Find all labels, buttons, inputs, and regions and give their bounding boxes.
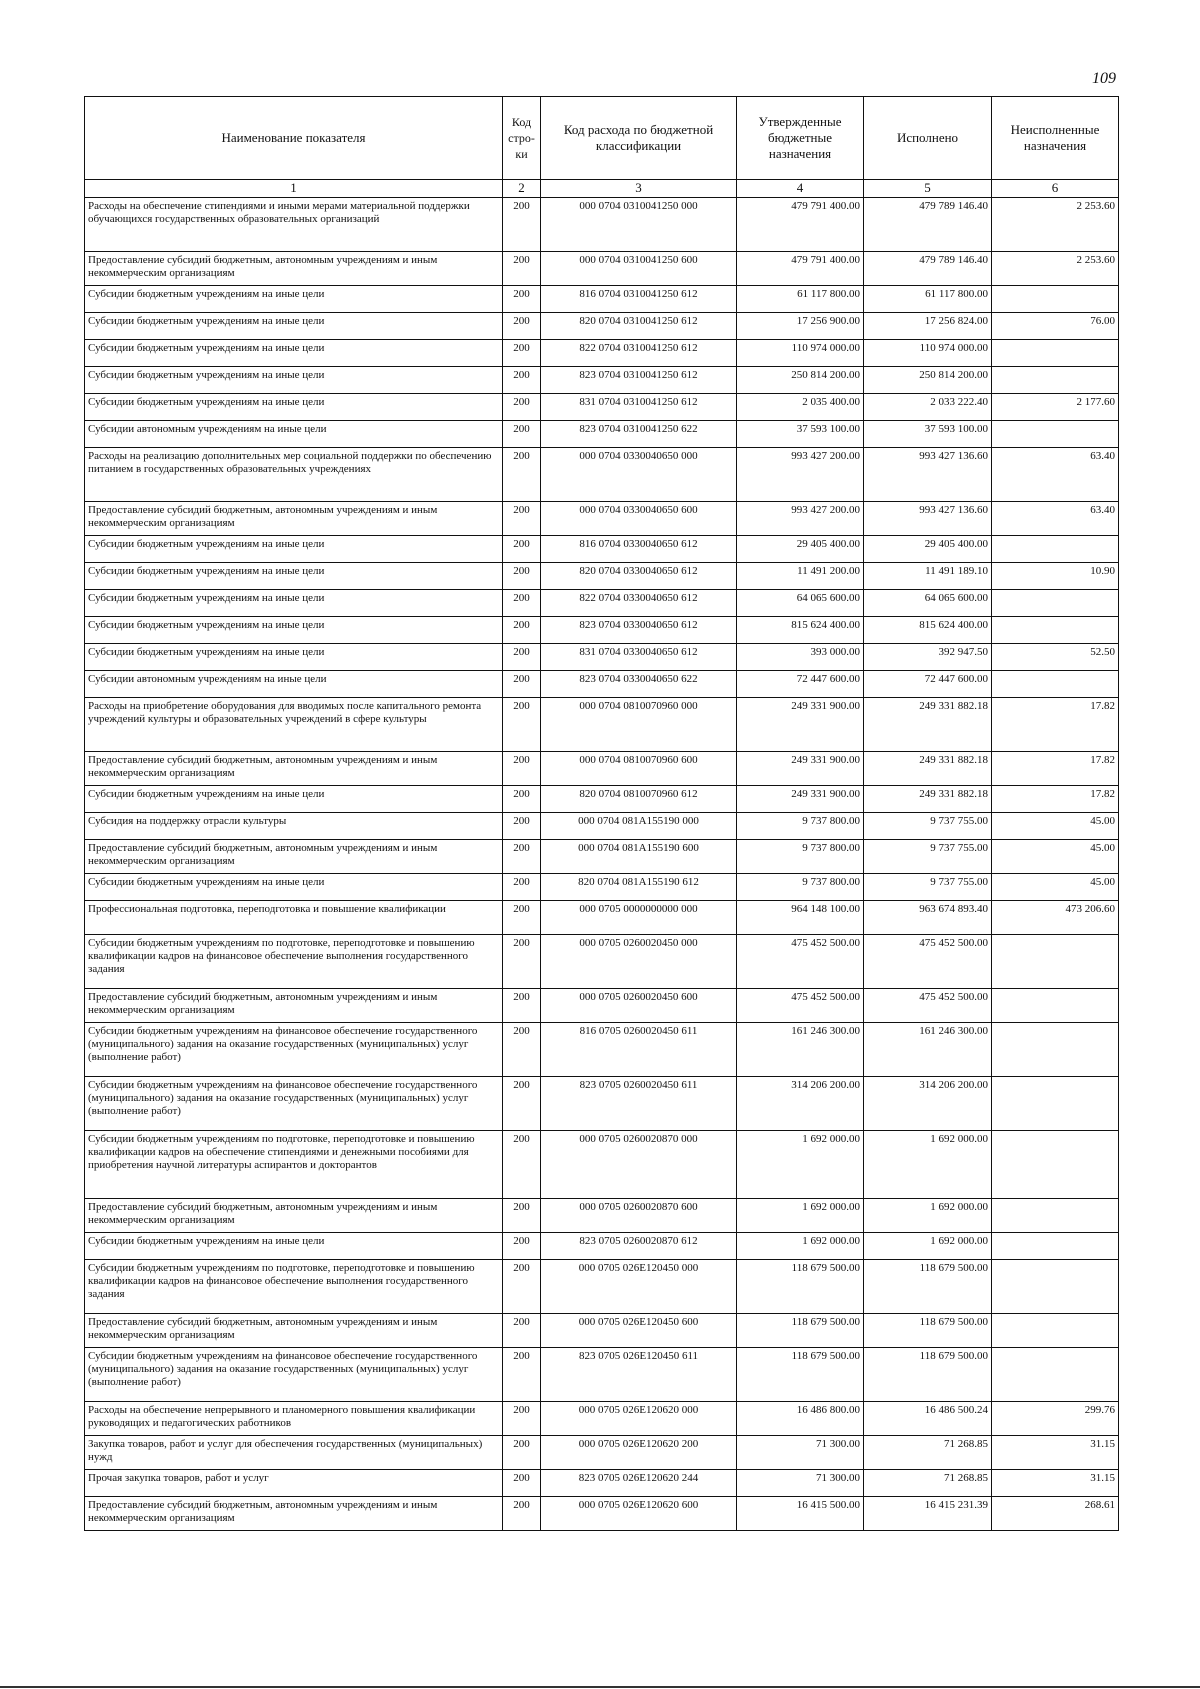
cell-unexecuted: 45.00 [992, 813, 1119, 840]
column-number: 4 [737, 180, 864, 198]
cell-line-code: 200 [503, 671, 541, 698]
cell-approved: 61 117 800.00 [737, 286, 864, 313]
cell-line-code: 200 [503, 1436, 541, 1470]
cell-unexecuted: 45.00 [992, 840, 1119, 874]
cell-budget-code: 000 0705 026Е120450 000 [541, 1260, 737, 1314]
table-row [85, 989, 1119, 1023]
cell-unexecuted: 2 253.60 [992, 198, 1119, 252]
cell-budget-code: 000 0705 026Е120620 600 [541, 1497, 737, 1531]
cell-line-code: 200 [503, 786, 541, 813]
cell-budget-code: 816 0704 0310041250 612 [541, 286, 737, 313]
table-row [85, 1131, 1119, 1199]
cell-budget-code: 000 0705 0260020870 600 [541, 1199, 737, 1233]
cell-executed: 161 246 300.00 [864, 1023, 992, 1077]
cell-indicator-name: Прочая закупка товаров, работ и услуг [85, 1470, 503, 1497]
cell-indicator-name: Субсидии бюджетным учреждениям на иные цели [85, 786, 503, 813]
cell-approved: 249 331 900.00 [737, 786, 864, 813]
cell-budget-code: 000 0705 026Е120620 200 [541, 1436, 737, 1470]
cell-unexecuted: 10.90 [992, 563, 1119, 590]
cell-unexecuted [992, 536, 1119, 563]
cell-line-code: 200 [503, 1077, 541, 1131]
cell-executed: 2 033 222.40 [864, 394, 992, 421]
cell-indicator-name: Предоставление субсидий бюджетным, автономным учреждениям и иным некоммерческим организациям [85, 989, 503, 1023]
table-header [85, 97, 1119, 198]
cell-approved: 64 065 600.00 [737, 590, 864, 617]
cell-line-code: 200 [503, 840, 541, 874]
cell-line-code: 200 [503, 1497, 541, 1531]
cell-approved: 17 256 900.00 [737, 313, 864, 340]
cell-line-code: 200 [503, 340, 541, 367]
cell-unexecuted: 2 253.60 [992, 252, 1119, 286]
cell-executed: 1 692 000.00 [864, 1199, 992, 1233]
table-row [85, 840, 1119, 874]
cell-unexecuted [992, 671, 1119, 698]
cell-budget-code: 000 0704 0810070960 000 [541, 698, 737, 752]
column-number-row [85, 180, 1119, 198]
table-row [85, 786, 1119, 813]
cell-unexecuted [992, 1131, 1119, 1199]
cell-indicator-name: Расходы на обеспечение непрерывного и планомерного повышения квалификации руководящих и педагогических работников [85, 1402, 503, 1436]
cell-indicator-name: Предоставление субсидий бюджетным, автономным учреждениям и иным некоммерческим организациям [85, 1199, 503, 1233]
cell-indicator-name: Субсидии бюджетным учреждениям на иные цели [85, 340, 503, 367]
cell-indicator-name: Профессиональная подготовка, переподготовка и повышение квалификации [85, 901, 503, 935]
cell-line-code: 200 [503, 536, 541, 563]
cell-unexecuted: 31.15 [992, 1470, 1119, 1497]
cell-executed: 475 452 500.00 [864, 935, 992, 989]
cell-indicator-name: Расходы на обеспечение стипендиями и иными мерами материальной поддержки обучающихся государственных образовательных организаций [85, 198, 503, 252]
cell-approved: 71 300.00 [737, 1436, 864, 1470]
cell-unexecuted [992, 1023, 1119, 1077]
cell-line-code: 200 [503, 644, 541, 671]
cell-approved: 815 624 400.00 [737, 617, 864, 644]
table-row [85, 313, 1119, 340]
cell-approved: 250 814 200.00 [737, 367, 864, 394]
cell-budget-code: 000 0705 026Е120450 600 [541, 1314, 737, 1348]
cell-budget-code: 831 0704 0330040650 612 [541, 644, 737, 671]
table-row [85, 874, 1119, 901]
cell-indicator-name: Субсидия на поддержку отрасли культуры [85, 813, 503, 840]
cell-executed: 479 789 146.40 [864, 252, 992, 286]
cell-indicator-name: Субсидии бюджетным учреждениям по подготовке, переподготовке и повышению квалификации кадров на финансовое обеспечение выполнения государственного задания [85, 935, 503, 989]
cell-unexecuted: 268.61 [992, 1497, 1119, 1531]
cell-budget-code: 000 0704 0330040650 600 [541, 502, 737, 536]
cell-executed: 110 974 000.00 [864, 340, 992, 367]
table-row [85, 671, 1119, 698]
cell-approved: 2 035 400.00 [737, 394, 864, 421]
cell-executed: 250 814 200.00 [864, 367, 992, 394]
column-number: 3 [541, 180, 737, 198]
table-row [85, 536, 1119, 563]
cell-indicator-name: Субсидии автономным учреждениям на иные цели [85, 421, 503, 448]
cell-unexecuted: 2 177.60 [992, 394, 1119, 421]
cell-executed: 815 624 400.00 [864, 617, 992, 644]
cell-approved: 71 300.00 [737, 1470, 864, 1497]
cell-unexecuted: 45.00 [992, 874, 1119, 901]
cell-executed: 475 452 500.00 [864, 989, 992, 1023]
cell-budget-code: 820 0704 081А155190 612 [541, 874, 737, 901]
cell-budget-code: 000 0704 0330040650 000 [541, 448, 737, 502]
cell-unexecuted: 63.40 [992, 448, 1119, 502]
cell-unexecuted: 76.00 [992, 313, 1119, 340]
cell-executed: 1 692 000.00 [864, 1233, 992, 1260]
cell-indicator-name: Субсидии бюджетным учреждениям на иные цели [85, 1233, 503, 1260]
cell-indicator-name: Субсидии бюджетным учреждениям по подготовке, переподготовке и повышению квалификации кадров на финансовое обеспечение выполнения государственного задания [85, 1260, 503, 1314]
cell-executed: 118 679 500.00 [864, 1260, 992, 1314]
table-row [85, 394, 1119, 421]
cell-approved: 1 692 000.00 [737, 1233, 864, 1260]
table-row [85, 1233, 1119, 1260]
cell-line-code: 200 [503, 286, 541, 313]
cell-executed: 118 679 500.00 [864, 1348, 992, 1402]
cell-indicator-name: Субсидии бюджетным учреждениям на финансовое обеспечение государственного (муниципального) задания на оказание государственных (муниципальных) услуг (выполнение работ) [85, 1023, 503, 1077]
cell-unexecuted [992, 617, 1119, 644]
table-row [85, 698, 1119, 752]
cell-line-code: 200 [503, 874, 541, 901]
table-row [85, 502, 1119, 536]
cell-budget-code: 823 0704 0310041250 612 [541, 367, 737, 394]
cell-line-code: 200 [503, 1233, 541, 1260]
table-row [85, 813, 1119, 840]
cell-unexecuted [992, 286, 1119, 313]
header-approved: Утвержденные бюджетные назначения [737, 97, 864, 180]
cell-budget-code: 000 0705 0000000000 000 [541, 901, 737, 935]
cell-indicator-name: Субсидии бюджетным учреждениям по подготовке, переподготовке и повышению квалификации кадров на обеспечение стипендиями и денежными пособиями для приобретения научной литературы аспирантов и докторантов [85, 1131, 503, 1199]
cell-executed: 37 593 100.00 [864, 421, 992, 448]
cell-line-code: 200 [503, 1023, 541, 1077]
cell-budget-code: 820 0704 0330040650 612 [541, 563, 737, 590]
cell-approved: 16 415 500.00 [737, 1497, 864, 1531]
cell-line-code: 200 [503, 198, 541, 252]
cell-budget-code: 822 0704 0310041250 612 [541, 340, 737, 367]
cell-executed: 71 268.85 [864, 1470, 992, 1497]
cell-unexecuted: 17.82 [992, 786, 1119, 813]
cell-approved: 9 737 800.00 [737, 813, 864, 840]
cell-executed: 9 737 755.00 [864, 874, 992, 901]
table-row [85, 901, 1119, 935]
cell-budget-code: 823 0704 0330040650 622 [541, 671, 737, 698]
cell-approved: 993 427 200.00 [737, 502, 864, 536]
cell-budget-code: 000 0704 0310041250 000 [541, 198, 737, 252]
cell-indicator-name: Субсидии бюджетным учреждениям на иные цели [85, 563, 503, 590]
table-row [85, 367, 1119, 394]
cell-executed: 17 256 824.00 [864, 313, 992, 340]
table-row [85, 617, 1119, 644]
table-row [85, 340, 1119, 367]
table-row [85, 1436, 1119, 1470]
cell-indicator-name: Субсидии бюджетным учреждениям на иные цели [85, 590, 503, 617]
cell-approved: 1 692 000.00 [737, 1131, 864, 1199]
cell-budget-code: 820 0704 0810070960 612 [541, 786, 737, 813]
cell-line-code: 200 [503, 1131, 541, 1199]
column-number: 1 [85, 180, 503, 198]
cell-budget-code: 000 0705 0260020450 000 [541, 935, 737, 989]
cell-executed: 71 268.85 [864, 1436, 992, 1470]
table-row [85, 1497, 1119, 1531]
cell-indicator-name: Субсидии бюджетным учреждениям на иные цели [85, 644, 503, 671]
cell-budget-code: 000 0705 026Е120620 000 [541, 1402, 737, 1436]
cell-executed: 249 331 882.18 [864, 752, 992, 786]
table-row [85, 198, 1119, 252]
cell-executed: 993 427 136.60 [864, 448, 992, 502]
cell-executed: 16 415 231.39 [864, 1497, 992, 1531]
table-row [85, 448, 1119, 502]
cell-approved: 993 427 200.00 [737, 448, 864, 502]
table-row [85, 1314, 1119, 1348]
cell-budget-code: 000 0705 0260020870 000 [541, 1131, 737, 1199]
table-row [85, 1199, 1119, 1233]
cell-executed: 392 947.50 [864, 644, 992, 671]
cell-indicator-name: Субсидии бюджетным учреждениям на финансовое обеспечение государственного (муниципального) задания на оказание государственных (муниципальных) услуг (выполнение работ) [85, 1077, 503, 1131]
cell-executed: 9 737 755.00 [864, 840, 992, 874]
column-number: 5 [864, 180, 992, 198]
page-number: 109 [1092, 70, 1116, 87]
cell-indicator-name: Субсидии бюджетным учреждениям на иные цели [85, 536, 503, 563]
cell-budget-code: 000 0705 0260020450 600 [541, 989, 737, 1023]
cell-line-code: 200 [503, 313, 541, 340]
cell-unexecuted [992, 1233, 1119, 1260]
cell-approved: 110 974 000.00 [737, 340, 864, 367]
cell-budget-code: 823 0705 026Е120620 244 [541, 1470, 737, 1497]
cell-indicator-name: Субсидии бюджетным учреждениям на иные цели [85, 367, 503, 394]
cell-approved: 37 593 100.00 [737, 421, 864, 448]
cell-budget-code: 000 0704 081А155190 000 [541, 813, 737, 840]
cell-approved: 393 000.00 [737, 644, 864, 671]
cell-approved: 16 486 800.00 [737, 1402, 864, 1436]
page-bottom-rule [0, 1686, 1200, 1688]
cell-budget-code: 823 0704 0310041250 622 [541, 421, 737, 448]
cell-budget-code: 823 0705 026Е120450 611 [541, 1348, 737, 1402]
cell-budget-code: 000 0704 0310041250 600 [541, 252, 737, 286]
cell-line-code: 200 [503, 901, 541, 935]
cell-unexecuted [992, 1314, 1119, 1348]
cell-unexecuted [992, 590, 1119, 617]
cell-approved: 29 405 400.00 [737, 536, 864, 563]
table-row [85, 1402, 1119, 1436]
cell-unexecuted [992, 1199, 1119, 1233]
cell-indicator-name: Расходы на приобретение оборудования для вводимых после капитального ремонта учреждений культуры и образовательных учреждений в сфере культуры [85, 698, 503, 752]
cell-unexecuted: 473 206.60 [992, 901, 1119, 935]
cell-approved: 249 331 900.00 [737, 752, 864, 786]
header-line-code: Код стро-ки [503, 97, 541, 180]
cell-executed: 61 117 800.00 [864, 286, 992, 313]
cell-line-code: 200 [503, 590, 541, 617]
cell-executed: 72 447 600.00 [864, 671, 992, 698]
cell-line-code: 200 [503, 698, 541, 752]
header-executed: Исполнено [864, 97, 992, 180]
cell-unexecuted [992, 367, 1119, 394]
column-number: 2 [503, 180, 541, 198]
cell-unexecuted: 17.82 [992, 752, 1119, 786]
cell-budget-code: 823 0705 0260020870 612 [541, 1233, 737, 1260]
cell-executed: 993 427 136.60 [864, 502, 992, 536]
cell-executed: 249 331 882.18 [864, 698, 992, 752]
header-indicator-name: Наименование показателя [85, 97, 503, 180]
cell-approved: 11 491 200.00 [737, 563, 864, 590]
budget-execution-table [84, 96, 1119, 1531]
cell-line-code: 200 [503, 502, 541, 536]
table-row [85, 563, 1119, 590]
cell-approved: 1 692 000.00 [737, 1199, 864, 1233]
cell-line-code: 200 [503, 1348, 541, 1402]
cell-approved: 72 447 600.00 [737, 671, 864, 698]
cell-approved: 475 452 500.00 [737, 989, 864, 1023]
cell-line-code: 200 [503, 252, 541, 286]
cell-approved: 475 452 500.00 [737, 935, 864, 989]
cell-indicator-name: Субсидии бюджетным учреждениям на иные цели [85, 874, 503, 901]
cell-indicator-name: Предоставление субсидий бюджетным, автономным учреждениям и иным некоммерческим организациям [85, 502, 503, 536]
cell-budget-code: 816 0705 0260020450 611 [541, 1023, 737, 1077]
cell-unexecuted [992, 1077, 1119, 1131]
cell-budget-code: 820 0704 0310041250 612 [541, 313, 737, 340]
cell-executed: 118 679 500.00 [864, 1314, 992, 1348]
table-row [85, 590, 1119, 617]
cell-indicator-name: Расходы на реализацию дополнительных мер социальной поддержки по обеспечению питанием в государственных образовательных учреждениях [85, 448, 503, 502]
cell-approved: 118 679 500.00 [737, 1348, 864, 1402]
cell-budget-code: 816 0704 0330040650 612 [541, 536, 737, 563]
cell-indicator-name: Субсидии автономным учреждениям на иные цели [85, 671, 503, 698]
cell-unexecuted: 299.76 [992, 1402, 1119, 1436]
cell-budget-code: 823 0704 0330040650 612 [541, 617, 737, 644]
table-row [85, 286, 1119, 313]
cell-line-code: 200 [503, 1314, 541, 1348]
cell-executed: 963 674 893.40 [864, 901, 992, 935]
table-body [85, 198, 1119, 1531]
cell-line-code: 200 [503, 394, 541, 421]
cell-line-code: 200 [503, 367, 541, 394]
table-row [85, 935, 1119, 989]
cell-approved: 118 679 500.00 [737, 1260, 864, 1314]
cell-line-code: 200 [503, 935, 541, 989]
table-row [85, 644, 1119, 671]
cell-line-code: 200 [503, 617, 541, 644]
cell-unexecuted [992, 935, 1119, 989]
cell-line-code: 200 [503, 752, 541, 786]
cell-executed: 9 737 755.00 [864, 813, 992, 840]
cell-indicator-name: Предоставление субсидий бюджетным, автономным учреждениям и иным некоммерческим организациям [85, 252, 503, 286]
cell-executed: 11 491 189.10 [864, 563, 992, 590]
cell-unexecuted: 52.50 [992, 644, 1119, 671]
cell-executed: 64 065 600.00 [864, 590, 992, 617]
table-row [85, 1077, 1119, 1131]
cell-budget-code: 822 0704 0330040650 612 [541, 590, 737, 617]
table-row [85, 1023, 1119, 1077]
cell-unexecuted [992, 340, 1119, 367]
cell-line-code: 200 [503, 989, 541, 1023]
cell-budget-code: 000 0704 081А155190 600 [541, 840, 737, 874]
cell-unexecuted [992, 989, 1119, 1023]
cell-executed: 16 486 500.24 [864, 1402, 992, 1436]
cell-line-code: 200 [503, 813, 541, 840]
cell-executed: 249 331 882.18 [864, 786, 992, 813]
cell-approved: 9 737 800.00 [737, 840, 864, 874]
cell-executed: 314 206 200.00 [864, 1077, 992, 1131]
cell-unexecuted [992, 1260, 1119, 1314]
cell-budget-code: 000 0704 0810070960 600 [541, 752, 737, 786]
header-budget-code: Код расхода по бюджетной классификации [541, 97, 737, 180]
cell-unexecuted: 17.82 [992, 698, 1119, 752]
cell-budget-code: 831 0704 0310041250 612 [541, 394, 737, 421]
cell-executed: 1 692 000.00 [864, 1131, 992, 1199]
header-unexecuted: Неисполненные назначения [992, 97, 1119, 180]
cell-indicator-name: Предоставление субсидий бюджетным, автономным учреждениям и иным некоммерческим организациям [85, 1497, 503, 1531]
cell-approved: 118 679 500.00 [737, 1314, 864, 1348]
cell-approved: 249 331 900.00 [737, 698, 864, 752]
cell-approved: 479 791 400.00 [737, 252, 864, 286]
cell-line-code: 200 [503, 1199, 541, 1233]
cell-line-code: 200 [503, 1402, 541, 1436]
cell-approved: 9 737 800.00 [737, 874, 864, 901]
cell-approved: 479 791 400.00 [737, 198, 864, 252]
cell-executed: 29 405 400.00 [864, 536, 992, 563]
table-row [85, 421, 1119, 448]
cell-indicator-name: Субсидии бюджетным учреждениям на иные цели [85, 394, 503, 421]
table-row [85, 252, 1119, 286]
cell-indicator-name: Субсидии бюджетным учреждениям на иные цели [85, 617, 503, 644]
table-row [85, 752, 1119, 786]
table-row [85, 1260, 1119, 1314]
cell-unexecuted: 31.15 [992, 1436, 1119, 1470]
cell-approved: 964 148 100.00 [737, 901, 864, 935]
cell-indicator-name: Предоставление субсидий бюджетным, автономным учреждениям и иным некоммерческим организациям [85, 840, 503, 874]
cell-unexecuted: 63.40 [992, 502, 1119, 536]
cell-indicator-name: Субсидии бюджетным учреждениям на иные цели [85, 313, 503, 340]
cell-budget-code: 823 0705 0260020450 611 [541, 1077, 737, 1131]
cell-approved: 314 206 200.00 [737, 1077, 864, 1131]
column-number: 6 [992, 180, 1119, 198]
cell-line-code: 200 [503, 1260, 541, 1314]
table-row [85, 1470, 1119, 1497]
table-row [85, 1348, 1119, 1402]
cell-line-code: 200 [503, 421, 541, 448]
cell-approved: 161 246 300.00 [737, 1023, 864, 1077]
cell-line-code: 200 [503, 563, 541, 590]
cell-line-code: 200 [503, 448, 541, 502]
cell-indicator-name: Закупка товаров, работ и услуг для обеспечения государственных (муниципальных) нужд [85, 1436, 503, 1470]
cell-indicator-name: Предоставление субсидий бюджетным, автономным учреждениям и иным некоммерческим организациям [85, 1314, 503, 1348]
cell-unexecuted [992, 421, 1119, 448]
cell-executed: 479 789 146.40 [864, 198, 992, 252]
cell-indicator-name: Субсидии бюджетным учреждениям на финансовое обеспечение государственного (муниципального) задания на оказание государственных (муниципальных) услуг (выполнение работ) [85, 1348, 503, 1402]
cell-unexecuted [992, 1348, 1119, 1402]
cell-line-code: 200 [503, 1470, 541, 1497]
cell-indicator-name: Субсидии бюджетным учреждениям на иные цели [85, 286, 503, 313]
cell-indicator-name: Предоставление субсидий бюджетным, автономным учреждениям и иным некоммерческим организациям [85, 752, 503, 786]
